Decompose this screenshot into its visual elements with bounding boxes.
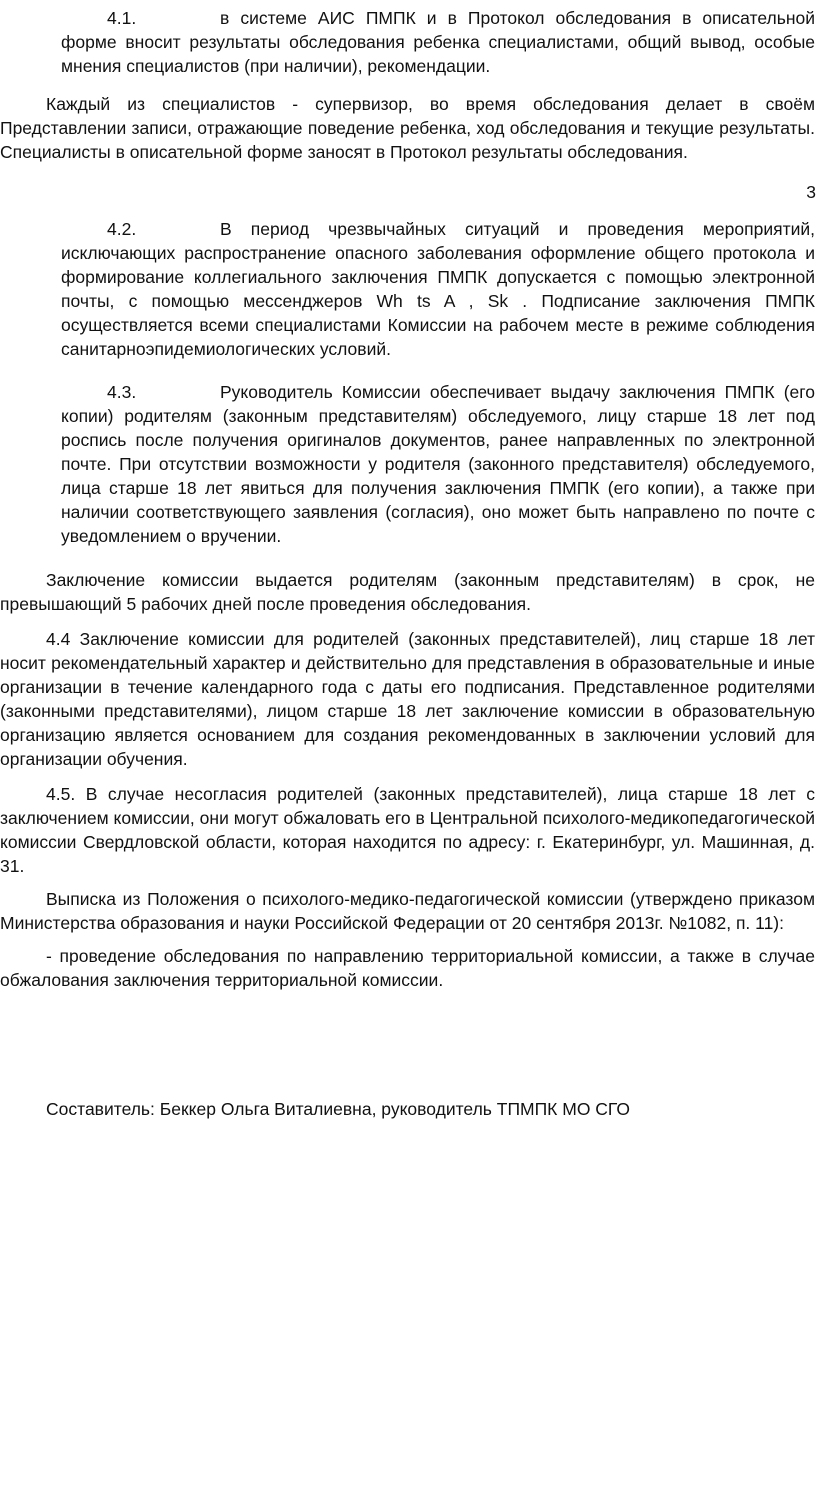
paragraph-deadline: Заключение комиссии выдается родителям (законным представителям) в срок, не превышающий 5 рабочих дней после проведения обследования. [0,570,815,614]
paragraph-text: в системе АИС ПМПК и в Протокол обследования в описательной форме вносит результаты обследования ребенка специалистами, общий вывод, особые мнения специалистов (при наличии), рекомендации. [61,8,815,76]
paragraph-4-5: 4.5. В случае несогласия родителей (законных представителей), лица старше 18 лет с заключением комиссии, они могут обжаловать его в Центральной психолого-медикопедагогической комиссии Свердловской области, которая находится по адресу: г. Екатеринбург, ул. Машинная, д. 31. [0,784,815,876]
paragraph-text: В период чрезвычайных ситуаций и проведения мероприятий, исключающих распространение опасного заболевания оформление общего протокола и формирование коллегиального заключения ПМПК допускается с помощью электронной почты, с помощью мессенджеров Wh ts A , Sk . Подписание заключения ПМПК осуществляется всеми специалистами Комиссии на рабочем месте в режиме соблюдения санитарноэпидемиологических условий. [61,219,815,359]
page-number: 3 [806,182,816,202]
paragraph-number: 4.3. [107,382,137,402]
paragraph-text: Руководитель Комиссии обеспечивает выдачу заключения ПМПК (его копии) родителям (законным представителям) обследуемого, лицу старше 18 лет под роспись после получения оригиналов документов, ранее направленных по электронной почте. При отсутствии возможности у родителя (законного представителя) обследуемого, лица старше 18 лет явиться для получения заключения ПМПК (его копии), а также при наличии соответствующего заявления (согласия), оно может быть направлено по почте с уведомлением о вручении. [61,382,815,546]
paragraph-4-1 [61,6,815,78]
paragraph-number: 4.1. [107,8,137,28]
paragraph-4-2 [61,217,815,361]
paragraph-4-4: 4.4 Заключение комиссии для родителей (законных представителей), лиц старше 18 лет носит рекомендательный характер и действительно для представления в образовательные и иные организации в течение календарного года с даты его подписания. Представленное родителями (законными представителями), лицом старше 18 лет заключение комиссии в образовательную организацию является основанием для создания рекомендованных в заключении условий для организации обучения. [0,629,815,769]
paragraph-extract: Выписка из Положения о психолого-медико-педагогической комиссии (утверждено приказом Министерства образования и науки Российской Федерации от 20 сентября 2013г. №1082, п. 11): [0,889,815,933]
author-line: Составитель: Беккер Ольга Виталиевна, руководитель ТПМПК МО СГО [46,1099,631,1119]
paragraph-appeal: - проведение обследования по направлению территориальной комиссии, а также в случае обжалования заключения территориальной комиссии. [0,946,815,990]
paragraph-number: 4.2. [107,219,137,239]
paragraph-4-3 [61,380,815,548]
paragraph-supervisor: Каждый из специалистов - супервизор, во время обследования делает в своём Представлении записи, отражающие поведение ребенка, ход обследования и текущие результаты. Специалисты в описательной форме заносят в Протокол результаты обследования. [0,94,815,162]
